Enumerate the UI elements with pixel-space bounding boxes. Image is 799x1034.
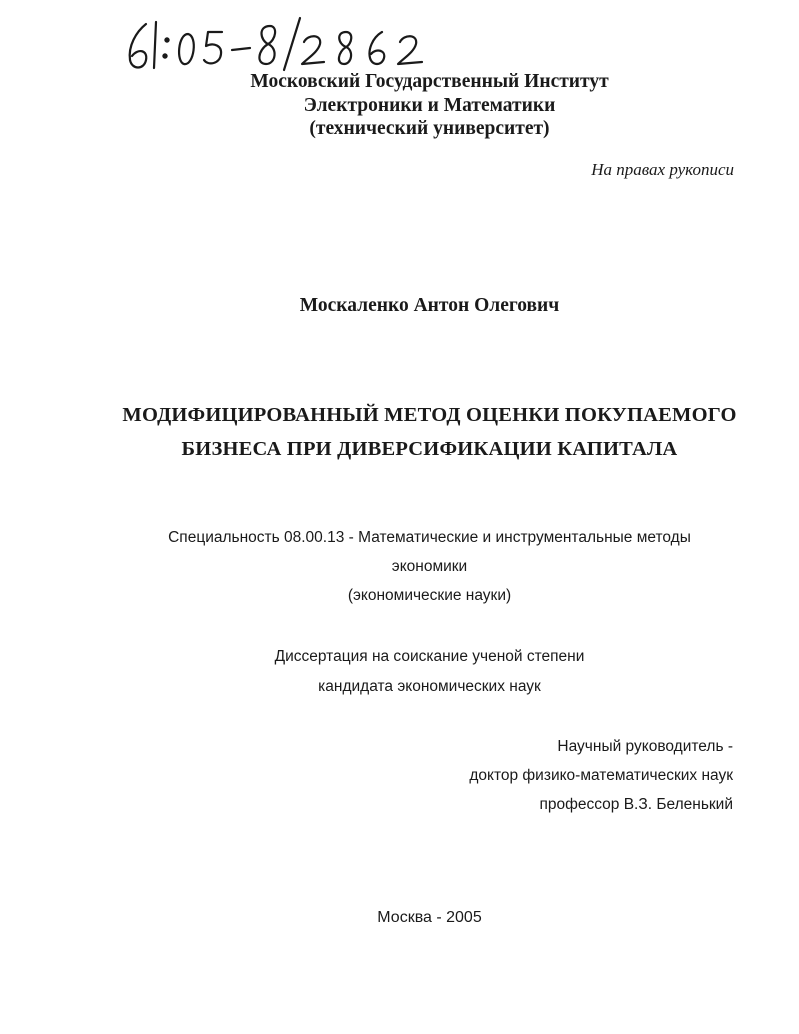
manuscript-note: На правах рукописи xyxy=(591,160,734,179)
institution-line-3: (технический университет) xyxy=(309,118,550,139)
dissertation-line-1: Диссертация на соискание ученой степени xyxy=(274,648,585,665)
specialty-block xyxy=(30,523,799,610)
advisor-line-1: Научный руководитель - xyxy=(557,738,733,755)
dissertation-line-2: кандидата экономических наук xyxy=(318,678,541,695)
advisor-line-3: профессор В.З. Беленький xyxy=(539,796,733,813)
author-name: Москаленко Антон Олегович xyxy=(299,295,560,316)
thesis-title-line-1: МОДИФИЦИРОВАННЫЙ МЕТОД ОЦЕНКИ ПОКУПАЕМОГО xyxy=(122,404,737,426)
dissertation-block xyxy=(30,642,799,702)
advisor-line-2: доктор физико-математических наук xyxy=(469,767,733,784)
institution-line-1: Московский Государственный Институт xyxy=(250,71,609,92)
thesis-title xyxy=(30,398,799,466)
city-year: Москва - 2005 xyxy=(377,909,482,926)
specialty-line-1: Специальность 08.00.13 - Математические и инструментальные методы xyxy=(168,529,691,546)
institution-line-2: Электроники и Математики xyxy=(303,94,556,116)
advisor-block xyxy=(469,732,733,819)
institution-block xyxy=(30,70,799,141)
specialty-line-2: экономики xyxy=(391,558,468,575)
thesis-title-line-2: БИЗНЕСА ПРИ ДИВЕРСИФИКАЦИИ КАПИТАЛА xyxy=(181,438,678,460)
handwritten-catalog-number xyxy=(118,12,448,74)
specialty-line-3: (экономические науки) xyxy=(347,587,512,604)
